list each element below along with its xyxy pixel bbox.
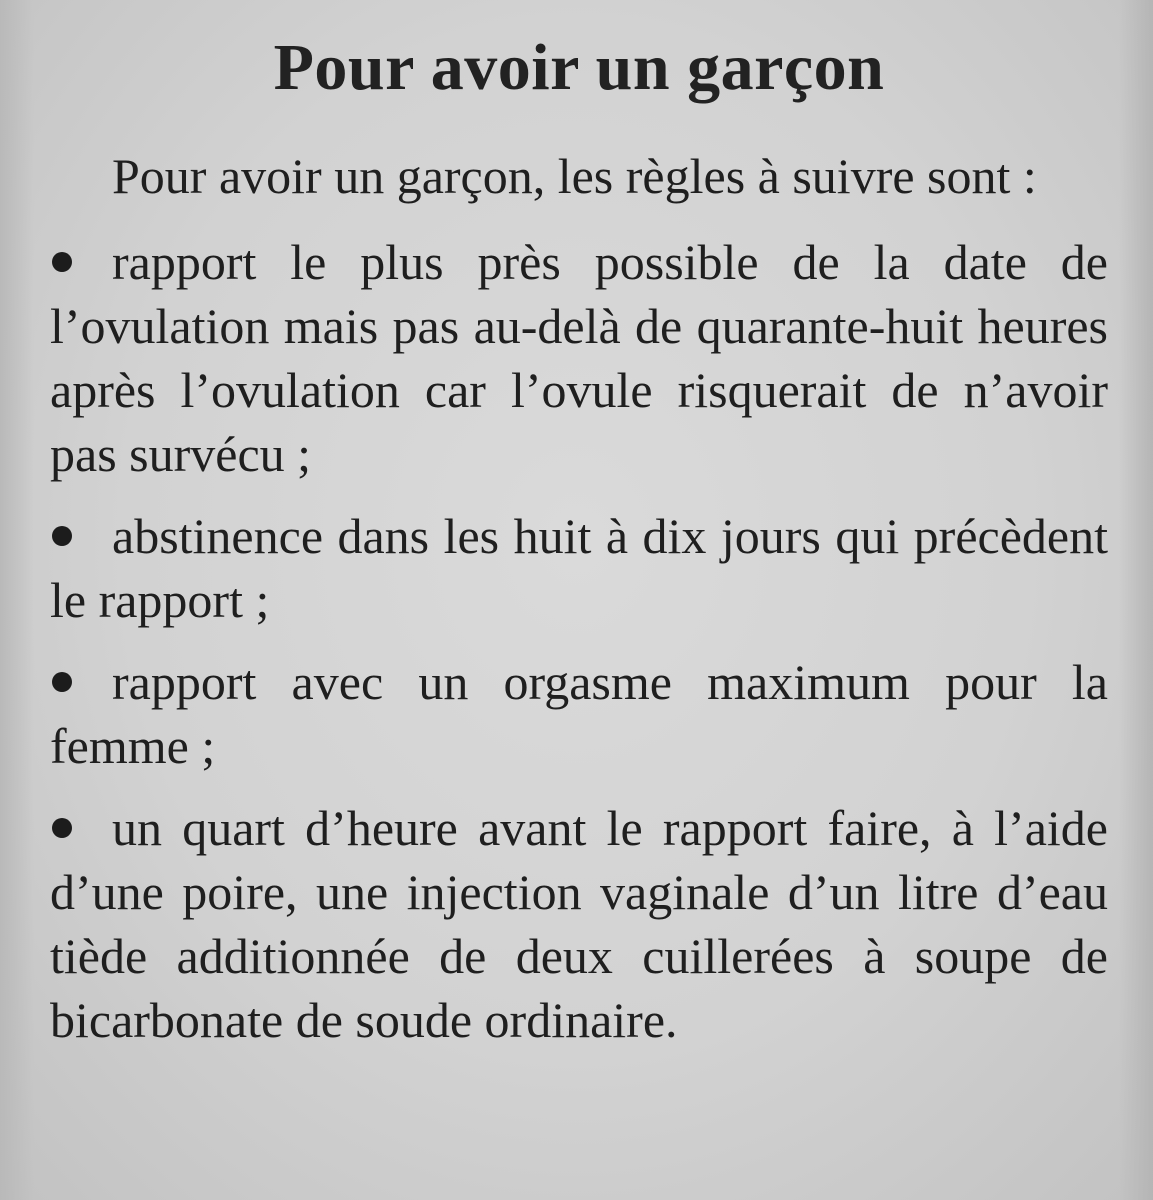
bullet-icon [52,672,72,692]
rule-item [50,504,1108,632]
rule-text: un quart d’heure avant le rapport faire, à l’aide d’une poire, une injection vaginale d’un litre d’eau tiède additionnée de deux cuillerées à soupe de bicarbonate de soude ordinaire. [50,800,1108,1048]
bullet-icon [52,252,72,272]
article-heading: Pour avoir un garçon [273,31,885,104]
rule-text: rapport le plus près possible de la date de l’ovulation mais pas au-delà de quarante-huit heures après l’ovulation car l’ovule risquerait de n’avoir pas survécu ; [50,234,1108,482]
rule-item [50,650,1108,778]
rule-item [50,230,1108,486]
page-shadow-right [1119,0,1153,1200]
bullet-icon [52,818,72,838]
bullet-icon [52,526,72,546]
intro-paragraph: Pour avoir un garçon, les règles à suivre sont : [112,148,1037,204]
rules-list [50,230,1108,1052]
article [50,28,1108,1070]
rule-item [50,796,1108,1052]
rule-text: abstinence dans les huit à dix jours qui précèdent le rapport ; [50,508,1108,628]
rule-text: rapport avec un orgasme maximum pour la femme ; [50,654,1108,774]
page-shadow-left [0,0,34,1200]
